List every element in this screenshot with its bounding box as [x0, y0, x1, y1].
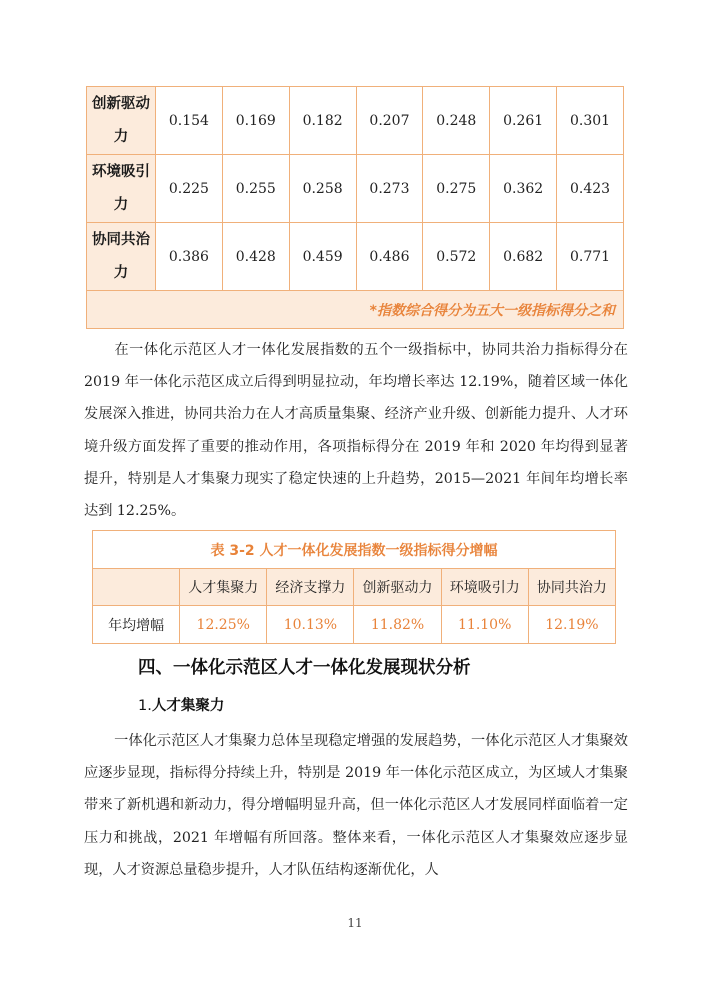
body-paragraph: 在一体化示范区人才一体化发展指数的五个一级指标中，协同共治力指标得分在 2019 年一体化示范区成立后得到明显拉动，年均增长率达 12.19%，随着区域一体化发展深入推进，协同共治力在人才高质量集聚、经济产业升级、创新能力提升、人才环境升级方面发挥了重要的推动作用，各项指标得分在 2019 年和 2020 年均得到显著提升，特别是人才集聚力现实了稳定快速的上升趋势，2015—2021 年间年均增长率达到 12.25%。 — [84, 342, 628, 520]
table-cell: 0.428 — [222, 223, 289, 291]
table-cell: 11.82% — [354, 606, 441, 644]
table-cell: 0.486 — [356, 223, 423, 291]
row-header: 环境吸引 力 — [87, 155, 156, 223]
table-cell: 0.261 — [490, 87, 557, 155]
table-row — [93, 606, 616, 644]
section-heading: 四、一体化示范区人才一体化发展现状分析 — [138, 658, 471, 678]
table-cell: 10.13% — [267, 606, 354, 644]
header-cell: 环境吸引力 — [441, 569, 528, 606]
table-cell: 0.248 — [423, 87, 490, 155]
score-table — [86, 86, 624, 329]
table-row — [87, 87, 624, 155]
growth-table — [92, 530, 616, 644]
body-paragraph: 一体化示范区人才集聚力总体呈现稳定增强的发展趋势，一体化示范区人才集聚效应逐步显现，指标得分持续上升，特别是 2019 年一体化示范区成立，为区域人才集聚带来了新机遇和新动力，得分增幅明显升高，但一体化示范区人才发展同样面临着一定压力和挑战，2021 年增幅有所回落。整体来看，一体化示范区人才集聚效应逐步显现，人才资源总量稳步提升，人才队伍结构逐渐优化，人 — [84, 733, 628, 878]
table-cell: 0.301 — [557, 87, 624, 155]
table-cell: 0.182 — [289, 87, 356, 155]
table-row — [87, 223, 624, 291]
table-caption-row — [93, 531, 616, 569]
table-note: *指数综合得分为五大一级指标得分之和 — [87, 291, 624, 329]
row-label: 年均增幅 — [93, 606, 180, 644]
table-cell: 0.258 — [289, 155, 356, 223]
page-number: 11 — [347, 916, 363, 930]
table-caption: 表 3-2 人才一体化发展指数一级指标得分增幅 — [93, 531, 616, 569]
table-cell: 0.225 — [156, 155, 223, 223]
table-cell: 0.386 — [156, 223, 223, 291]
table-cell: 0.273 — [356, 155, 423, 223]
table-cell: 0.154 — [156, 87, 223, 155]
row-header: 协同共治 力 — [87, 223, 156, 291]
table-cell: 0.169 — [222, 87, 289, 155]
table-cell: 0.682 — [490, 223, 557, 291]
table-cell: 0.423 — [557, 155, 624, 223]
header-cell: 经济支撑力 — [267, 569, 354, 606]
header-cell: 协同共治力 — [528, 569, 615, 606]
subsection-heading: 1.人才集聚力 — [138, 698, 225, 714]
table-cell: 11.10% — [441, 606, 528, 644]
table-cell: 0.572 — [423, 223, 490, 291]
table-cell: 0.362 — [490, 155, 557, 223]
table-cell: 12.25% — [180, 606, 267, 644]
table-cell: 0.459 — [289, 223, 356, 291]
table-cell: 0.255 — [222, 155, 289, 223]
table-cell: 0.771 — [557, 223, 624, 291]
table-note-row — [87, 291, 624, 329]
header-cell: 创新驱动力 — [354, 569, 441, 606]
table-cell: 0.275 — [423, 155, 490, 223]
header-cell: 人才集聚力 — [180, 569, 267, 606]
table-cell: 0.207 — [356, 87, 423, 155]
table-cell: 12.19% — [528, 606, 615, 644]
table-header-row — [93, 569, 616, 606]
table-row — [87, 155, 624, 223]
row-header: 创新驱动 力 — [87, 87, 156, 155]
header-cell-empty — [93, 569, 180, 606]
